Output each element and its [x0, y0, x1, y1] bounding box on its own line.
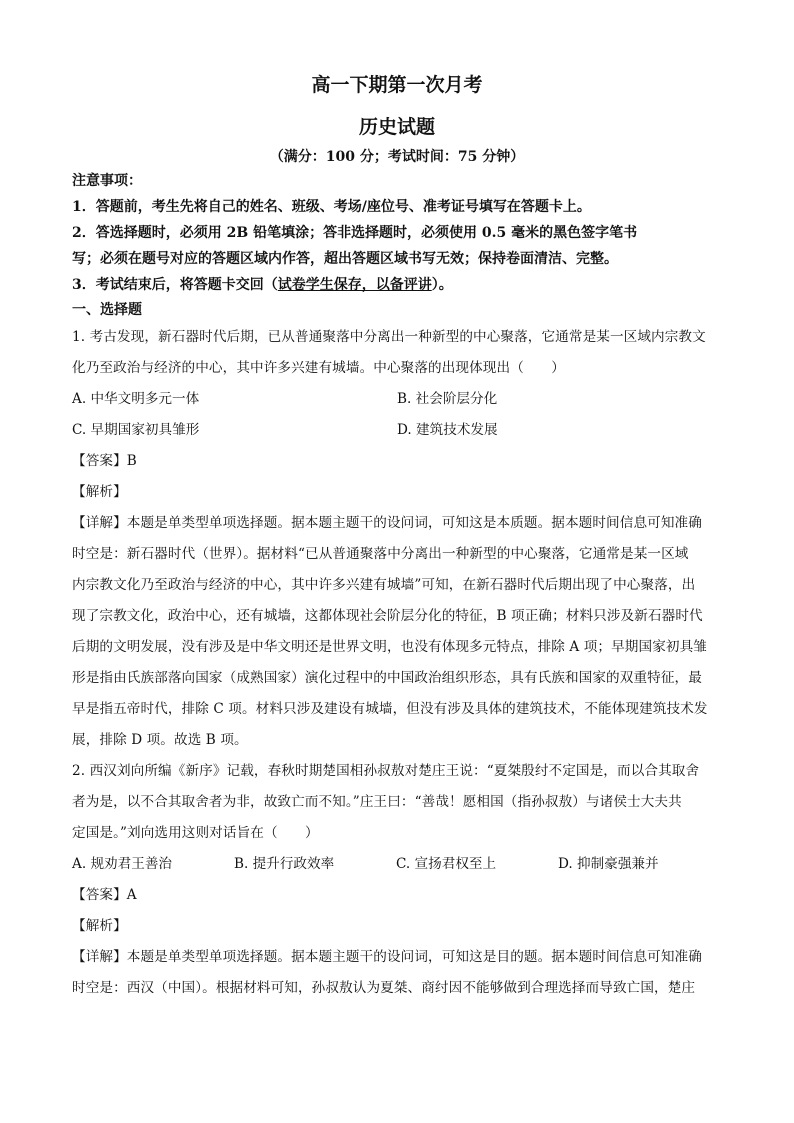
q2-option-b: B. 提升行政效率: [234, 856, 335, 872]
q2-answer: 【答案】A: [72, 887, 137, 903]
q1-option-c: C. 早期国家初具雏形: [72, 422, 200, 438]
q2-option-d: D. 抑制豪强兼并: [558, 856, 659, 872]
q2-detail-line: 时空是：西汉（中国）。根据材料可知，孙叔敖认为夏桀、商纣因不能够做到合理选择而导致亡国，楚庄: [72, 980, 696, 996]
q2-stem-line-1: 2. 西汉刘向所编《新序》记载，春秋时期楚国相孙叔敖对楚庄王说：“夏桀殷纣不定国是，而以合其取舍: [72, 763, 700, 779]
notice-item-3-post: ）。: [431, 277, 453, 293]
q1-options-row-1: [72, 384, 722, 415]
q2-option-c: C. 宣扬君权至上: [396, 856, 497, 872]
q1-answer: 【答案】B: [72, 453, 137, 469]
notice-item-2a: 2．答选择题时，必须用 2B 铅笔填涂；答非选择题时，必须使用 0.5 毫米的黑色签字笔书: [72, 225, 638, 241]
question-1: [72, 322, 722, 756]
q2-analysis-label: 【解析】: [72, 918, 127, 934]
q1-analysis-label: 【解析】: [72, 484, 127, 500]
q1-option-d: D. 建筑技术发展: [397, 422, 498, 438]
question-2: [72, 756, 722, 1004]
q1-detail-line: 现了宗教文化，政治中心，还有城墙，这都体现社会阶层分化的特征，B 项正确；材料只涉及新石器时代: [72, 608, 703, 624]
q2-option-a: A. 规劝君王善治: [72, 856, 173, 872]
notice-item-3-pre: 3．考试结束后，将答题卡交回（: [72, 277, 278, 293]
q1-option-b: B. 社会阶层分化: [397, 391, 498, 407]
q1-detail-line: 时空是：新石器时代（世界）。据材料“已从普通聚落中分离出一种新型的中心聚落，它通常是某一区域: [72, 546, 689, 562]
q1-detail-line: 展，排除 D 项。故选 B 项。: [72, 732, 248, 748]
exam-title: 高一下期第一次月考: [311, 74, 483, 96]
subject-title: 历史试题: [358, 116, 435, 138]
q1-detail-line: 【详解】本题是单类型单项选择题。据本题主题干的设问词，可知这是本质题。据本题时间信息可知准确: [72, 515, 702, 531]
q2-options-row: [72, 849, 722, 880]
notice-heading: 注意事项：: [72, 173, 142, 189]
notice-item-3: [72, 272, 722, 298]
notice-item-3-underlined: 试卷学生保存，以备评讲: [277, 277, 432, 293]
section-heading: 一、选择题: [72, 302, 142, 318]
q1-detail-line: 形是指由氏族部落向国家（成熟国家）演化过程中的中国政治组织形态，具有氏族和国家的双重特征，最: [72, 670, 702, 686]
q1-option-a: A. 中华文明多元一体: [72, 391, 200, 407]
q1-detail-line: 早是指五帝时代，排除 C 项。材料只涉及建设有城墙，但没有涉及具体的建筑技术，不能体现建筑技术发: [72, 701, 708, 717]
q1-detail-line: 后期的文明发展，没有涉及是中华文明还是世界文明，也没有体现多元特点，排除 A 项；早期国家初具雏: [72, 639, 707, 655]
q2-detail-line: 【详解】本题是单类型单项选择题。据本题主题干的设问词，可知这是目的题。据本题时间信息可知准确: [72, 949, 702, 965]
exam-page: [72, 70, 722, 1004]
q2-stem-line-2: 者为是，以不合其取舍者为非，故致亡而不知。”庄王曰：“善哉！愿相国（指孙叔敖）与诸侯士大夫共: [72, 794, 682, 810]
exam-info: （满分：100 分；考试时间：75 分钟）: [269, 149, 525, 165]
notice-item-2b: 写；必须在题号对应的答题区域内作答，超出答题区域书写无效；保持卷面清洁、完整。: [72, 251, 618, 267]
q1-stem-line-1: 1. 考古发现，新石器时代后期，已从普通聚落中分离出一种新型的中心聚落，它通常是某一区域内宗教文: [72, 329, 706, 345]
q1-detail-line: 内宗教文化乃至政治与经济的中心，其中许多兴建有城墙”可知，在新石器时代后期出现了中心聚落，出: [72, 577, 696, 593]
q2-stem-line-3: 定国是。”刘向选用这则对话旨在（ ）: [72, 825, 319, 841]
notice-item-1: 1．答题前，考生先将自己的姓名、班级、考场/座位号、准考证号填写在答题卡上。: [72, 199, 591, 215]
q1-stem-line-2: 化乃至政治与经济的中心，其中许多兴建有城墙。中心聚落的出现体现出（ ）: [72, 360, 565, 376]
q1-options-row-2: [72, 415, 722, 446]
